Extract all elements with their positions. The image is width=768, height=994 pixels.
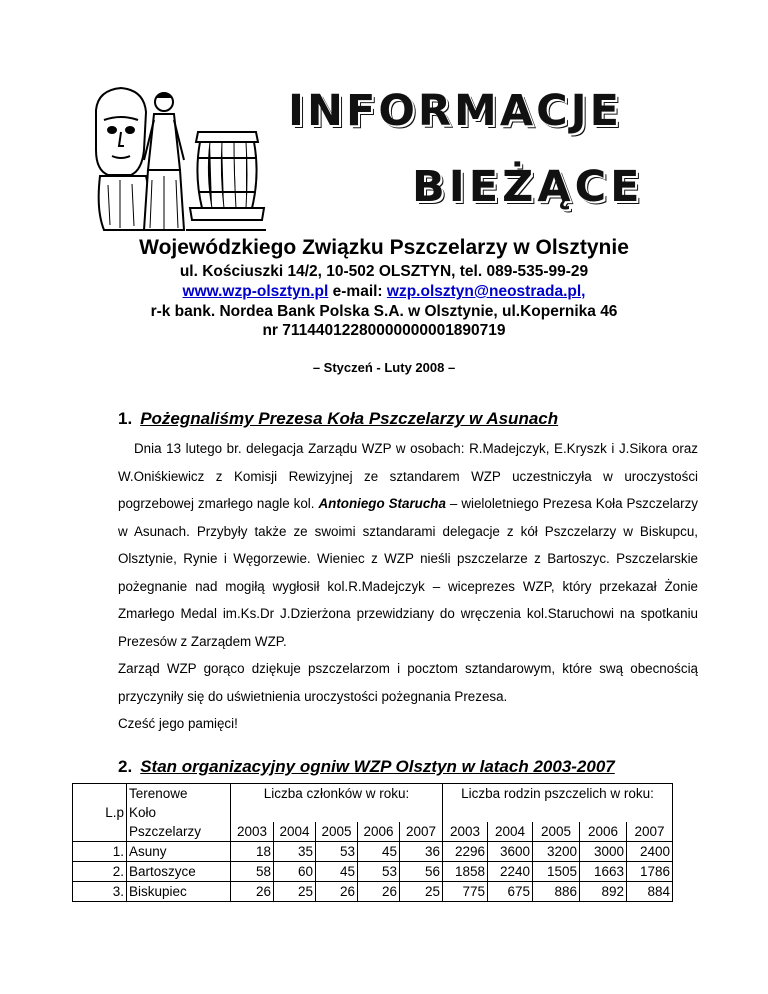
column-header-kolo: Pszczelarzy bbox=[127, 822, 231, 842]
members-value: 18 bbox=[231, 842, 274, 862]
members-value: 26 bbox=[231, 882, 274, 902]
row-number: 2. bbox=[73, 862, 127, 882]
members-value: 25 bbox=[274, 882, 316, 902]
beehive-figures-illustration bbox=[86, 80, 266, 240]
members-value: 53 bbox=[358, 862, 400, 882]
article-paragraph bbox=[118, 435, 698, 655]
column-header-kolo: Koło bbox=[127, 803, 231, 822]
members-value: 25 bbox=[400, 882, 443, 902]
row-number: 1. bbox=[73, 842, 127, 862]
table-row bbox=[73, 882, 673, 902]
column-header-lp: L.p bbox=[73, 803, 127, 822]
section-number: 2. bbox=[118, 757, 133, 776]
table-row bbox=[73, 862, 673, 882]
website-link[interactable]: www.wzp-olsztyn.pl bbox=[182, 283, 329, 300]
section-heading-2 bbox=[118, 757, 615, 777]
members-value: 60 bbox=[274, 862, 316, 882]
header-decorative-title-line2: BIEŻĄCE bbox=[412, 162, 644, 212]
year-header: 2006 bbox=[358, 822, 400, 842]
colonies-value: 775 bbox=[443, 882, 488, 902]
article-body bbox=[118, 435, 698, 738]
section-number: 1. bbox=[118, 409, 133, 428]
paragraph-text: Dnia 13 lutego br. delegacja Zarządu WZP w osobach: R.Madejczyk, E.Kryszk i J.Sikora oraz W.Oniśkiewicz z Komisji Rewizyjnej ze sztandarem WZP uczestniczyła w uroczystości pogrzebowej zmarłego nagle kol. bbox=[118, 441, 698, 511]
colonies-value: 892 bbox=[580, 882, 627, 902]
year-header: 2004 bbox=[274, 822, 316, 842]
colonies-header: Liczba rodzin pszczelich w roku: bbox=[443, 784, 673, 823]
colonies-value: 2400 bbox=[627, 842, 673, 862]
members-value: 26 bbox=[358, 882, 400, 902]
members-value: 45 bbox=[316, 862, 358, 882]
members-value: 36 bbox=[400, 842, 443, 862]
colonies-value: 1786 bbox=[627, 862, 673, 882]
colonies-value: 2296 bbox=[443, 842, 488, 862]
year-header: 2005 bbox=[316, 822, 358, 842]
email-link[interactable]: wzp.olsztyn@neostrada.pl, bbox=[386, 283, 586, 300]
members-value: 35 bbox=[274, 842, 316, 862]
colonies-value: 3600 bbox=[488, 842, 533, 862]
organization-name: Wojewódzkiego Związku Pszczelarzy w Olsztynie bbox=[139, 236, 629, 259]
deceased-name: Antoniego Starucha bbox=[318, 496, 446, 511]
colonies-value: 1858 bbox=[443, 862, 488, 882]
paragraph-text: – wieloletniego Prezesa Koła Pszczelarzy w Asunach. Przybyły także ze swoimi sztandarami delegacje z kół Pszczelarzy w Biskupcu, Olsztynie, Rynie i Węgorzewie. Wieniec z WZP nieśli pszczelarze z Bartoszyc. Pszczelarskie pożegnanie nad mogiłą wygłosił kol.R.Madejczyk – wiceprezes WZP, który przekazał Żonie Zmarłego Medal im.Ks.Dr J.Dzierżona przewidziany do wręczenia kol.Staruchowi na spotkaniu Prezesów z Zarządem WZP. bbox=[118, 496, 698, 649]
contact-line bbox=[0, 283, 768, 301]
column-header-kolo: Terenowe bbox=[127, 784, 231, 804]
members-value: 45 bbox=[358, 842, 400, 862]
year-header: 2003 bbox=[231, 822, 274, 842]
row-number: 3. bbox=[73, 882, 127, 902]
empty-cell bbox=[73, 822, 127, 842]
empty-cell bbox=[73, 784, 127, 804]
table-row bbox=[73, 842, 673, 862]
year-header: 2007 bbox=[627, 822, 673, 842]
organization-address: ul. Kościuszki 14/2, 10-502 OLSZTYN, tel. 089-535-99-29 bbox=[179, 263, 589, 280]
colonies-value: 886 bbox=[533, 882, 580, 902]
colonies-value: 1505 bbox=[533, 862, 580, 882]
article-paragraph: Zarząd WZP gorąco dziękuje pszczelarzom i pocztom sztandarowym, które swą obecnością przyczyniły się do uświetnienia uroczystości pożegnania Prezesa. bbox=[118, 661, 698, 704]
issue-period: – Styczeń - Luty 2008 – bbox=[312, 360, 456, 375]
year-header: 2004 bbox=[488, 822, 533, 842]
organization-stats-table bbox=[72, 783, 673, 902]
colonies-value: 2240 bbox=[488, 862, 533, 882]
section-title: Stan organizacyjny ogniw WZP Olsztyn w latach 2003-2007 bbox=[140, 757, 615, 776]
email-label: e-mail: bbox=[328, 283, 387, 300]
year-header: 2005 bbox=[533, 822, 580, 842]
colonies-value: 1663 bbox=[580, 862, 627, 882]
colonies-value: 3000 bbox=[580, 842, 627, 862]
year-header: 2007 bbox=[400, 822, 443, 842]
bank-info: r-k bank. Nordea Bank Polska S.A. w Olsztynie, ul.Kopernika 46 bbox=[150, 303, 618, 320]
section-title: Pożegnaliśmy Prezesa Koła Pszczelarzy w Asunach bbox=[140, 409, 559, 428]
kolo-name: Asuny bbox=[127, 842, 231, 862]
colonies-value: 675 bbox=[488, 882, 533, 902]
members-value: 26 bbox=[316, 882, 358, 902]
article-paragraph: Cześć jego pamięci! bbox=[118, 716, 238, 731]
colonies-value: 884 bbox=[627, 882, 673, 902]
members-value: 53 bbox=[316, 842, 358, 862]
section-heading-1 bbox=[118, 409, 558, 429]
members-value: 56 bbox=[400, 862, 443, 882]
members-value: 58 bbox=[231, 862, 274, 882]
colonies-value: 3200 bbox=[533, 842, 580, 862]
year-header: 2003 bbox=[443, 822, 488, 842]
members-header: Liczba członków w roku: bbox=[231, 784, 443, 823]
kolo-name: Biskupiec bbox=[127, 882, 231, 902]
bank-account-number: nr 71144012280000000001890719 bbox=[262, 322, 506, 339]
year-header: 2006 bbox=[580, 822, 627, 842]
header-decorative-title-line1: INFORMACJE bbox=[288, 86, 623, 136]
kolo-name: Bartoszyce bbox=[127, 862, 231, 882]
